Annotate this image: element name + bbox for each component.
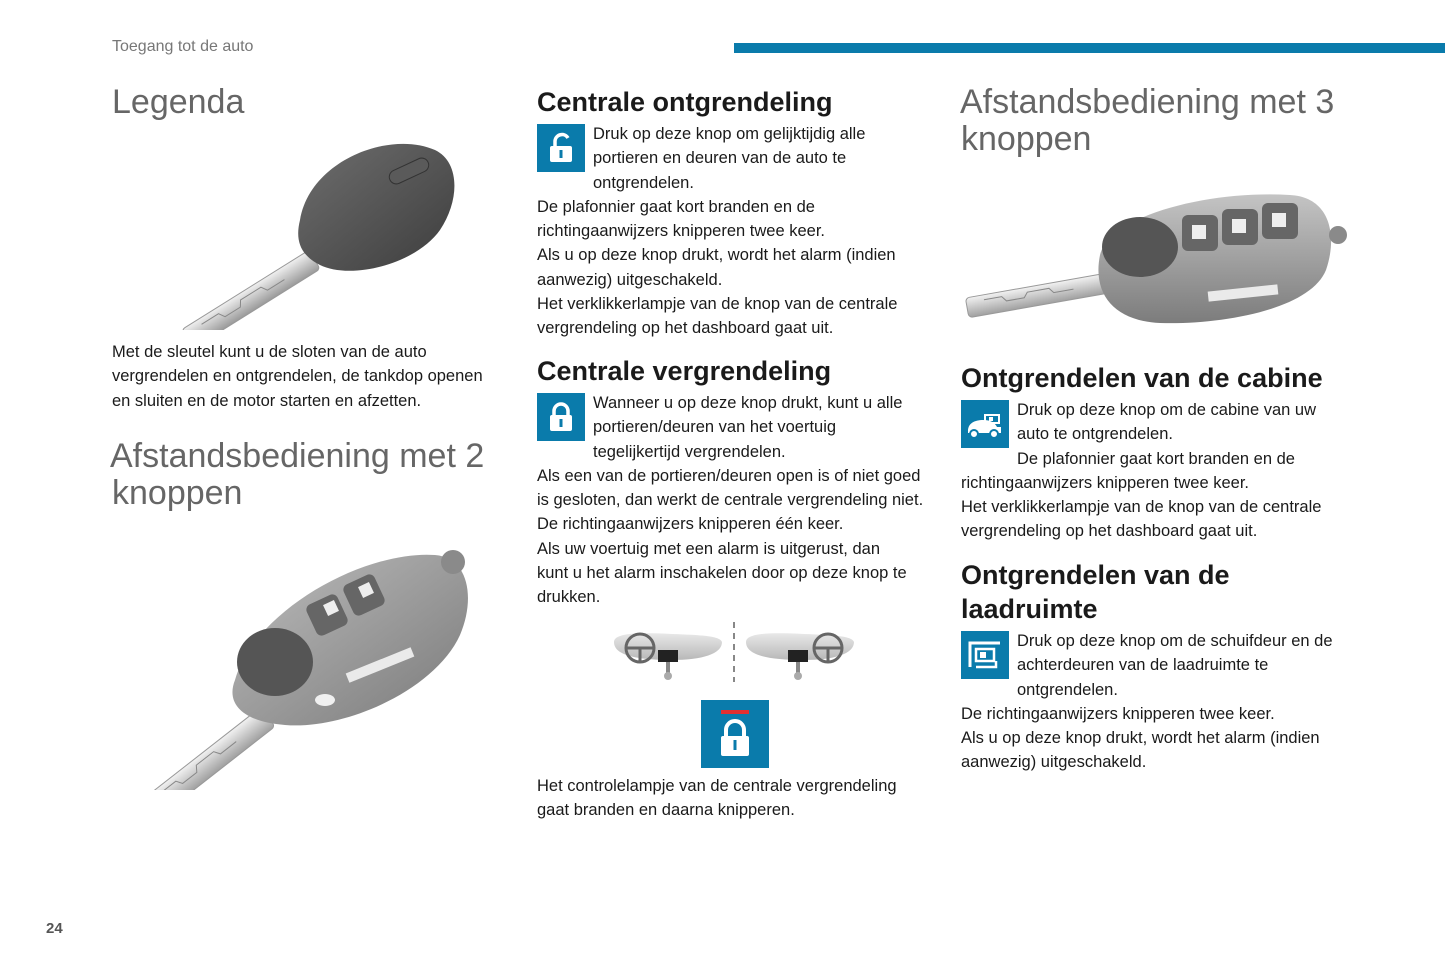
dashboard-indicator-image — [612, 620, 857, 682]
central-lock-text — [537, 391, 937, 610]
text-line: portieren en deuren van de auto te — [593, 149, 847, 168]
remote-2-buttons-image — [115, 540, 485, 790]
text-line: richtingaanwijzers knipperen twee keer. — [537, 222, 825, 241]
cargo-door-icon — [961, 631, 1009, 679]
text-line: De richtingaanwijzers knipperen één keer. — [537, 515, 844, 534]
text-line: drukken. — [537, 588, 601, 607]
remote-2-heading-line1: Afstandsbediening met 2 — [110, 437, 485, 475]
text-line: achterdeuren van de laadruimte te — [1017, 656, 1269, 675]
remote-3-heading — [960, 84, 1334, 158]
legenda-body: Met de sleutel kunt u de sloten van de auto vergrendelen en ontgrendelen, de tankdop openen en sluiten en de motor starten en afzetten. — [112, 343, 483, 410]
text-line: De plafonnier gaat kort branden en de — [537, 197, 815, 216]
header-accent-bar — [734, 43, 1445, 53]
unlock-cargo-text — [961, 629, 1361, 775]
unlock-cabin-text — [961, 398, 1361, 544]
unlock-cargo-section — [961, 558, 1361, 775]
text-line: auto te ontgrendelen. — [1017, 425, 1173, 444]
central-lock-section — [537, 354, 937, 610]
text-line: De richtingaanwijzers knipperen twee keer. — [961, 704, 1275, 723]
central-unlock-text — [537, 122, 937, 341]
text-line: gaat branden en daarna knipperen. — [537, 801, 795, 820]
unlock-cabin-section — [961, 361, 1361, 544]
text-line: Het verklikkerlampje van de knop van de centrale — [961, 498, 1322, 517]
plain-key-image — [160, 130, 470, 330]
unlock-cargo-heading-line1: Ontgrendelen van de — [961, 560, 1230, 590]
unlock-icon — [537, 124, 585, 172]
remote-3-heading-line1: Afstandsbediening met 3 — [960, 83, 1335, 121]
remote-2-heading — [110, 438, 484, 512]
remote-3-buttons-image — [960, 185, 1350, 335]
text-line: portieren/deuren van het voertuig — [593, 418, 837, 437]
page-number: 24 — [46, 920, 63, 937]
legenda-heading: Legenda — [112, 83, 245, 121]
text-line: ontgrendelen. — [1017, 680, 1118, 699]
text-line: ontgrendelen. — [593, 173, 694, 192]
text-line: kunt u het alarm inschakelen door op deze knop te — [537, 564, 907, 583]
unlock-cargo-heading-line2: laadruimte — [961, 594, 1098, 624]
text-line: De plafonnier gaat kort branden en de — [1017, 449, 1295, 468]
text-line: Het controlelampje van de centrale vergrendeling — [537, 777, 897, 795]
text-line: Als uw voertuig met een alarm is uitgerust, dan — [537, 539, 880, 558]
central-lock-heading: Centrale vergrendeling — [537, 356, 832, 386]
text-line: Het verklikkerlampje van de knop van de centrale — [537, 295, 898, 314]
text-line: aanwezig) uitgeschakeld. — [537, 270, 723, 289]
cabin-key-icon — [961, 400, 1009, 448]
text-line: Als een van de portieren/deuren open is of niet goed — [537, 466, 921, 485]
text-line: Druk op deze knop om de schuifdeur en de — [1017, 632, 1333, 650]
text-line: Als u op deze knop drukt, wordt het alarm (indien — [537, 246, 896, 265]
lock-indicator-lamp — [701, 700, 769, 768]
text-line: aanwezig) uitgeschakeld. — [961, 753, 1147, 772]
text-line: Wanneer u op deze knop drukt, kunt u alle — [593, 394, 903, 412]
text-line: Als u op deze knop drukt, wordt het alarm (indien — [961, 729, 1320, 748]
text-line: Druk op deze knop om gelijktijdig alle — [593, 125, 866, 143]
text-line: richtingaanwijzers knipperen twee keer. — [961, 473, 1249, 492]
unlock-cargo-heading — [961, 558, 1361, 626]
text-line: is gesloten, dan werkt de centrale vergrendeling niet. — [537, 491, 924, 510]
unlock-cabin-heading: Ontgrendelen van de cabine — [961, 363, 1323, 393]
central-unlock-section — [537, 85, 937, 341]
central-unlock-heading: Centrale ontgrendeling — [537, 87, 833, 117]
lock-indicator-caption — [537, 774, 937, 823]
text-line: vergrendeling op het dashboard gaat uit. — [537, 319, 834, 338]
text-line: tegelijkertijd vergrendelen. — [593, 442, 786, 461]
lock-icon — [537, 393, 585, 441]
text-line: vergrendeling op het dashboard gaat uit. — [961, 522, 1258, 541]
text-line: Druk op deze knop om de cabine van uw — [1017, 401, 1317, 419]
remote-2-heading-line2: knoppen — [112, 474, 243, 512]
remote-3-heading-line2: knoppen — [961, 120, 1092, 158]
section-label: Toegang tot de auto — [112, 38, 254, 55]
